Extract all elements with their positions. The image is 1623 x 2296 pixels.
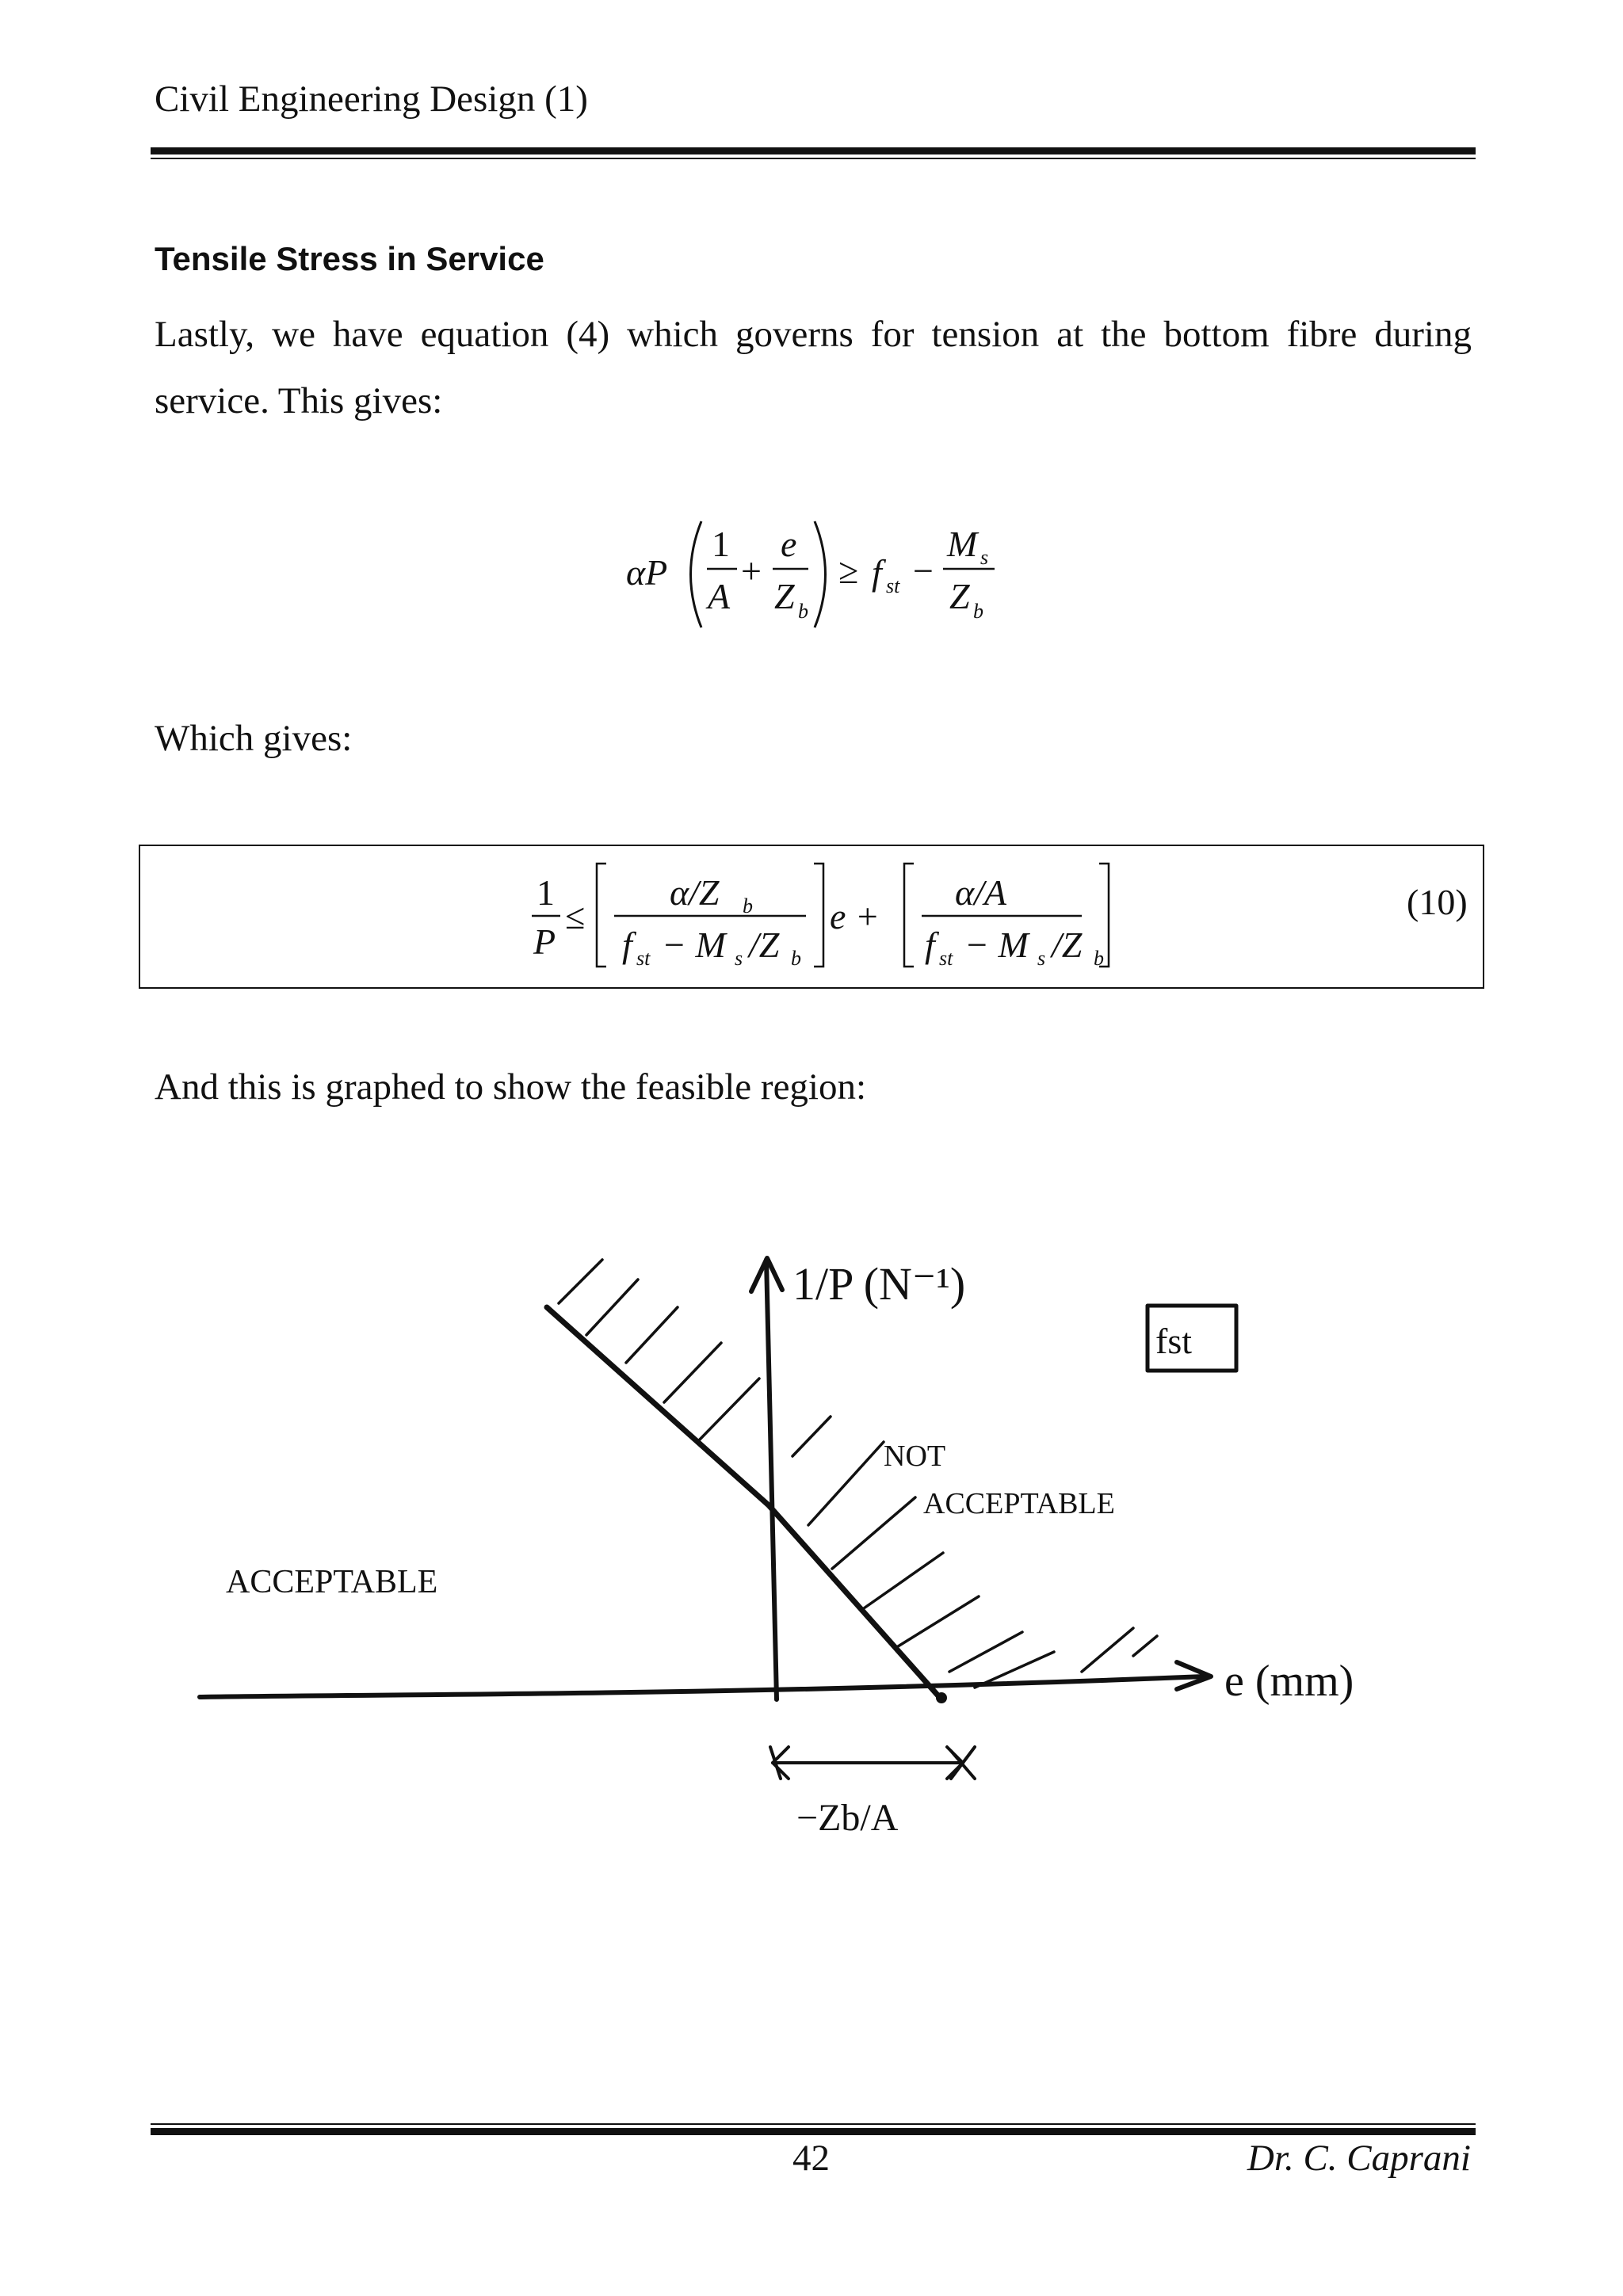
- paragraph-graph-intro: And this is graphed to show the feasible region:: [155, 1066, 867, 1108]
- svg-text:≤: ≤: [565, 896, 586, 936]
- not-acceptable-hatching: [559, 1260, 1157, 1688]
- boundary-line: [547, 1307, 941, 1699]
- svg-text:1: 1: [537, 872, 555, 913]
- paragraph-which-gives: Which gives:: [155, 718, 353, 759]
- intercept-label: −Zb/A: [796, 1797, 899, 1839]
- svg-text:e +: e +: [830, 896, 880, 936]
- feasible-region-sketch: [182, 1204, 1450, 1854]
- svg-text:α/A: α/A: [955, 872, 1007, 913]
- footer-author: Dr. C. Caprani: [1247, 2138, 1471, 2179]
- equation-10: [527, 856, 1113, 982]
- svg-text:b: b: [798, 600, 808, 623]
- svg-text:st: st: [939, 947, 953, 970]
- eq1-alpha-p: αP: [626, 552, 668, 593]
- svg-text:s: s: [1037, 947, 1046, 970]
- svg-text:Z: Z: [949, 576, 970, 616]
- section-heading: Tensile Stress in Service: [155, 240, 544, 277]
- svg-text:M: M: [947, 524, 978, 564]
- y-axis: [766, 1260, 777, 1699]
- svg-text:s: s: [735, 947, 743, 970]
- footer-rule-thick: [151, 2128, 1476, 2135]
- stress-tag-label: fst: [1155, 1321, 1192, 1361]
- svg-text:Z: Z: [774, 576, 795, 616]
- region-not-acceptable-line2: ACCEPTABLE: [923, 1487, 1115, 1520]
- intercept-dimension: [770, 1747, 975, 1779]
- x-axis: [200, 1676, 1205, 1697]
- svg-text:s: s: [980, 546, 989, 569]
- svg-text:b: b: [791, 947, 801, 970]
- paragraph-intro: Lastly, we have equation (4) which governs for tension at the bottom fibre during service. This gives:: [155, 314, 1472, 421]
- svg-text:b: b: [743, 894, 753, 917]
- header-rule-thick: [151, 147, 1476, 154]
- svg-text:− M: − M: [662, 925, 726, 965]
- svg-text:/Z: /Z: [749, 925, 780, 965]
- svg-text:−: −: [913, 551, 934, 591]
- svg-text:P: P: [533, 921, 556, 962]
- svg-text:st: st: [636, 947, 651, 970]
- svg-text:f: f: [872, 552, 882, 593]
- region-acceptable-label: ACCEPTABLE: [226, 1564, 438, 1600]
- svg-text:≥: ≥: [838, 551, 859, 591]
- svg-text:f: f: [925, 925, 935, 965]
- svg-text:/Z: /Z: [1052, 925, 1083, 965]
- running-header-title: Civil Engineering Design (1): [155, 78, 588, 120]
- x-axis-label: e (mm): [1224, 1657, 1354, 1706]
- svg-text:α/Z: α/Z: [670, 872, 720, 913]
- footer-rule-thin: [151, 2123, 1476, 2125]
- header-rule-thin: [151, 158, 1476, 159]
- svg-text:1: 1: [712, 524, 730, 564]
- svg-text:A: A: [708, 576, 731, 616]
- equation-number: (10): [1407, 882, 1468, 922]
- svg-text:b: b: [1094, 947, 1104, 970]
- svg-text:b: b: [973, 600, 983, 623]
- page-number: 42: [792, 2138, 830, 2179]
- svg-text:e: e: [781, 524, 797, 564]
- svg-text:− M: − M: [964, 925, 1029, 965]
- svg-text:st: st: [886, 574, 900, 597]
- equation-inequality: [618, 507, 1030, 642]
- region-not-acceptable-line1: NOT: [884, 1440, 946, 1473]
- y-axis-label: 1/P (N⁻¹): [792, 1258, 966, 1310]
- svg-text:+: +: [741, 551, 762, 591]
- svg-text:f: f: [622, 925, 632, 965]
